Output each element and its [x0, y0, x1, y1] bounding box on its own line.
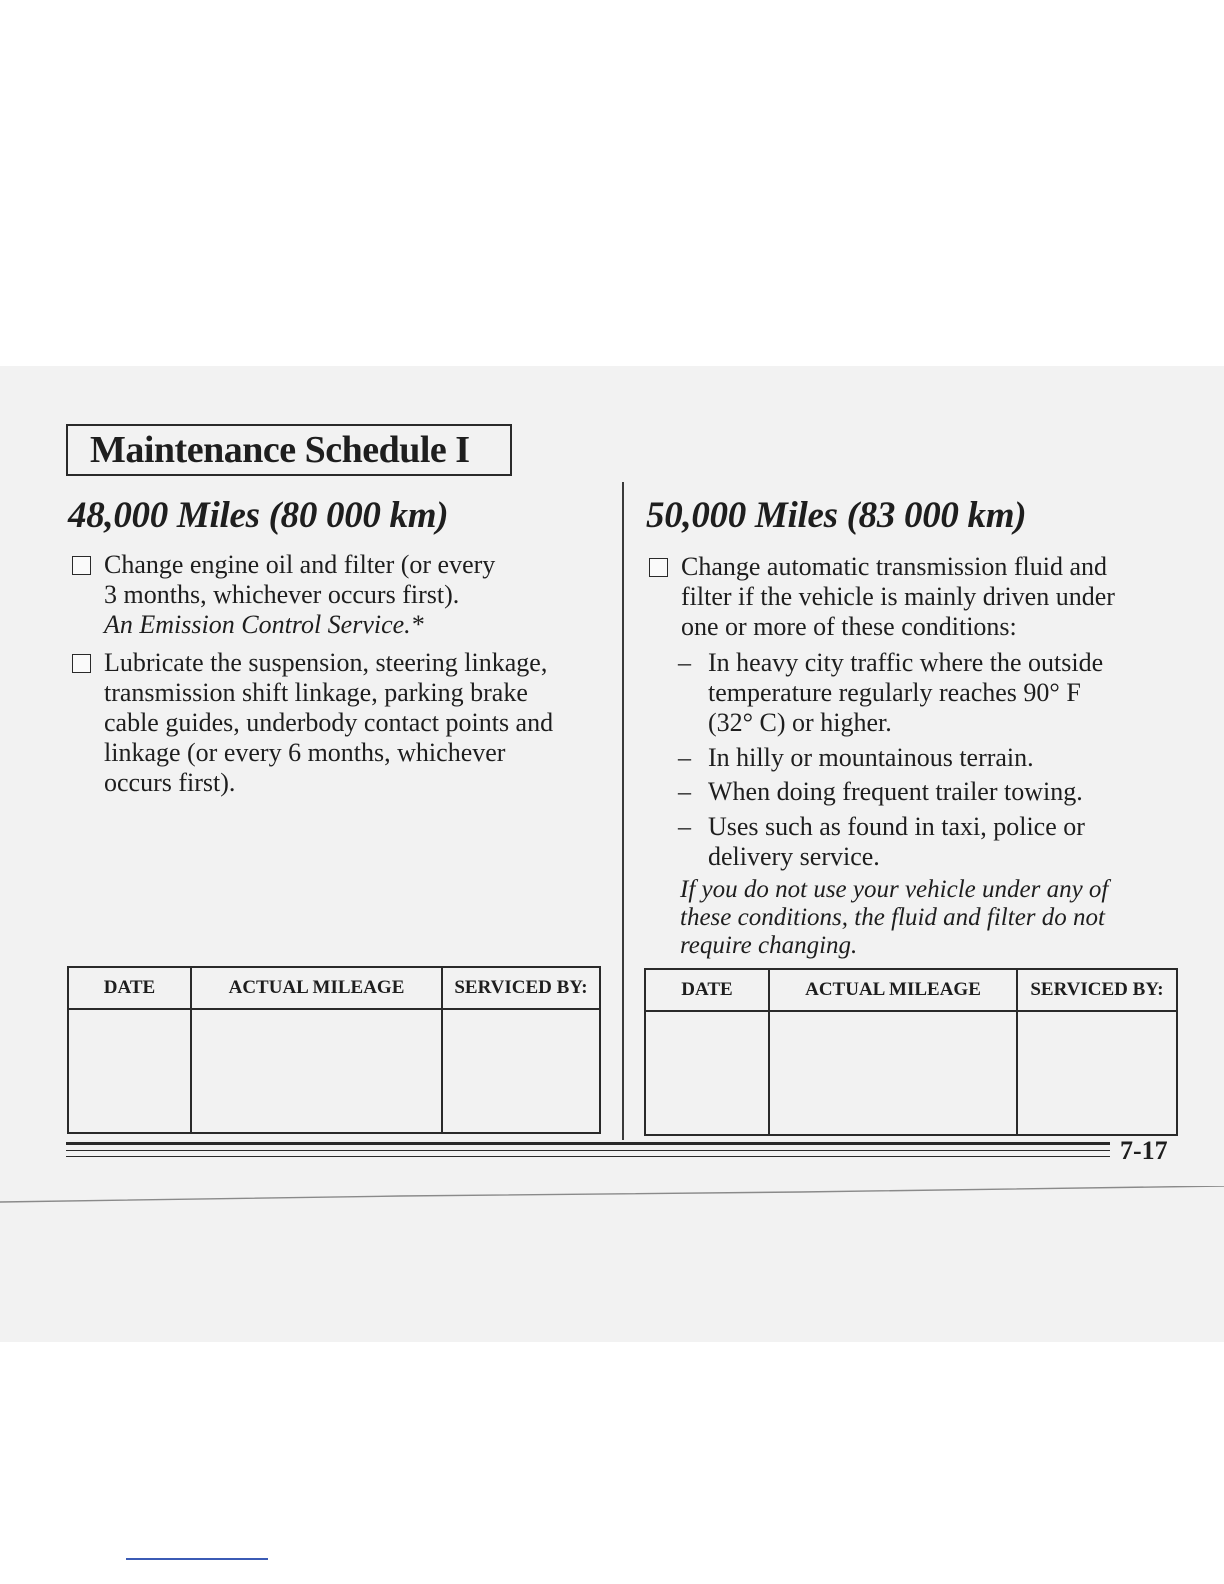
table-row — [645, 1011, 1177, 1135]
condition-city-traffic — [678, 648, 1103, 738]
right-section-heading: 50,000 Miles (83 000 km) — [646, 495, 1027, 536]
condition-text-line: In hilly or mountainous terrain. — [708, 743, 1034, 772]
item-text-line: occurs first). — [104, 768, 236, 797]
dash-bullet: – — [678, 777, 691, 806]
footer-rule-thin — [66, 1150, 1110, 1151]
serviced-by-entry-cell[interactable] — [442, 1009, 600, 1133]
left-section-heading: 48,000 Miles (80 000 km) — [68, 495, 449, 536]
left-item-oil-change — [72, 550, 495, 640]
item-text-line: one or more of these conditions: — [681, 612, 1017, 641]
dash-bullet: – — [678, 812, 691, 841]
note-text-line: If you do not use your vehicle under any of — [680, 876, 1109, 903]
scan-edge-line — [0, 1186, 1224, 1208]
condition-trailer-towing — [678, 777, 1083, 807]
item-text-line: filter if the vehicle is mainly driven under — [681, 582, 1115, 611]
right-item-transmission-fluid — [649, 552, 1115, 642]
mileage-entry-cell[interactable] — [191, 1009, 442, 1133]
checkbox-icon[interactable] — [72, 556, 91, 575]
table-row — [68, 1009, 600, 1133]
condition-text-line: temperature regularly reaches 90° F — [708, 678, 1081, 707]
column-divider — [622, 482, 624, 1140]
checkbox-icon[interactable] — [72, 654, 91, 673]
condition-text-line: When doing frequent trailer towing. — [708, 777, 1083, 806]
date-entry-cell[interactable] — [68, 1009, 191, 1133]
serviced-by-column-header: SERVICED BY: — [442, 967, 600, 1009]
footer-rule-thick — [66, 1142, 1110, 1145]
item-text-line: transmission shift linkage, parking brake — [104, 678, 528, 707]
item-text-line: Change engine oil and filter (or every — [104, 550, 496, 579]
note-text-line: these conditions, the fluid and filter do not — [680, 904, 1105, 931]
note-text-line: require changing. — [680, 932, 858, 959]
condition-taxi-police — [678, 812, 1085, 872]
mileage-column-header: ACTUAL MILEAGE — [769, 969, 1017, 1011]
condition-text-line: Uses such as found in taxi, police or — [708, 812, 1085, 841]
left-item-lubricate — [72, 648, 553, 798]
item-text-line: Change automatic transmission fluid and — [681, 552, 1108, 581]
page-number: 7-17 — [1120, 1136, 1168, 1165]
left-service-record-table — [67, 966, 601, 1134]
dash-bullet: – — [678, 743, 691, 772]
checkbox-icon[interactable] — [649, 558, 668, 577]
mileage-entry-cell[interactable] — [769, 1011, 1017, 1135]
schedule-title: Maintenance Schedule I — [66, 424, 512, 476]
date-column-header: DATE — [645, 969, 769, 1011]
right-service-record-table — [644, 968, 1178, 1136]
condition-text-line: (32° C) or higher. — [708, 708, 892, 737]
item-text-line: linkage (or every 6 months, whichever — [104, 738, 506, 767]
date-entry-cell[interactable] — [645, 1011, 769, 1135]
item-text-line: 3 months, whichever occurs first). — [104, 580, 460, 609]
scan-artifact-line — [126, 1558, 268, 1560]
dash-bullet: – — [678, 648, 691, 677]
serviced-by-column-header: SERVICED BY: — [1017, 969, 1177, 1011]
condition-text-line: In heavy city traffic where the outside — [708, 648, 1104, 677]
emission-service-note: An Emission Control Service.* — [104, 610, 424, 639]
date-column-header: DATE — [68, 967, 191, 1009]
condition-text-line: delivery service. — [708, 842, 880, 871]
serviced-by-entry-cell[interactable] — [1017, 1011, 1177, 1135]
mileage-column-header: ACTUAL MILEAGE — [191, 967, 442, 1009]
conditions-note — [680, 876, 1108, 960]
item-text-line: cable guides, underbody contact points and — [104, 708, 554, 737]
condition-hilly-terrain — [678, 743, 1034, 773]
item-text-line: Lubricate the suspension, steering linkage, — [104, 648, 548, 677]
footer-rule-thin — [66, 1156, 1110, 1157]
